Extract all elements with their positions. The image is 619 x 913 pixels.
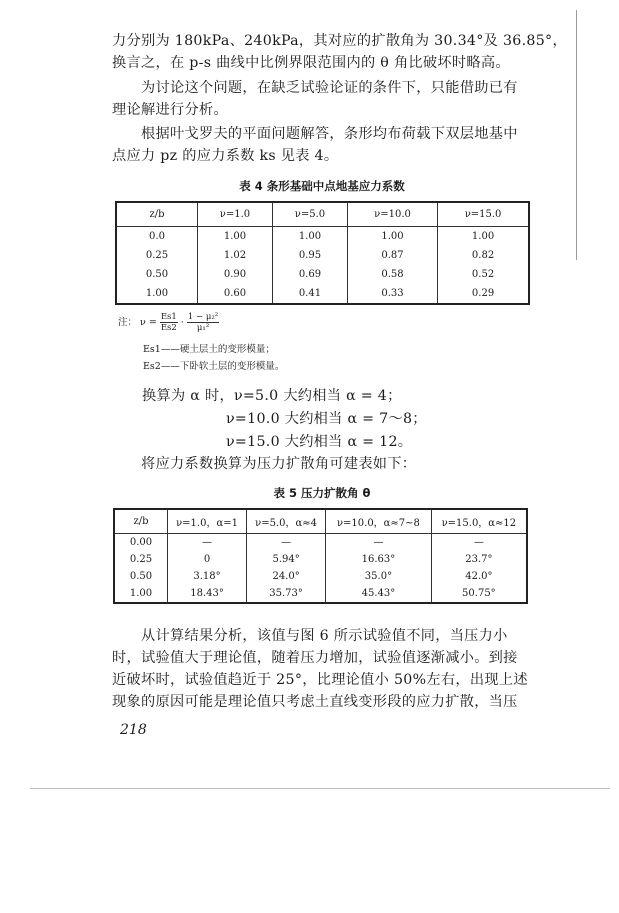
table-cell: 0.25 [116, 246, 198, 265]
text-line: 换言之，在 p-s 曲线中比例界限范围内的 θ 角比破坏时略高。 [112, 55, 510, 71]
table-cell: 1.00 [347, 227, 437, 247]
table-cell: 23.7° [431, 551, 527, 568]
table-cell: 3.18° [168, 568, 247, 585]
table-cell: 18.43° [168, 585, 247, 603]
fraction: $\frac{Es1}{Es2}$ [160, 312, 177, 333]
column-header: ν=10.0，α≈7~8 [326, 509, 432, 534]
table-cell: 0.95 [272, 246, 347, 265]
text-line: 近破坏时，试验值趋近于 25°，比理论值小 50%左右，出现上述 [112, 672, 528, 688]
text-line: 将应力系数换算为压力扩散角可建表如下： [141, 456, 417, 472]
text-line: 从计算结果分析，该值与图 6 所示试验值不同，当压力小 [141, 628, 508, 644]
paragraph-method [112, 123, 532, 167]
text-line: 点应力 pz 的应力系数 ks 见表 4。 [112, 148, 339, 164]
table-cell: 0.50 [114, 568, 168, 585]
text-line: 时，试验值大于理论值，随着压力增加，试验值逐渐减小。到接 [112, 650, 518, 666]
table-cell: 0.69 [272, 265, 347, 284]
table-cell: 1.00 [116, 284, 198, 304]
text-line: 理论解进行分析。 [112, 102, 228, 118]
table-cell: 1.02 [198, 246, 273, 265]
table-cell: 0.33 [347, 284, 437, 304]
table-row [116, 265, 529, 284]
table4-note-formula: 注： ν = $\frac{Es1}{Es2}$ · $\frac{\text{1 − μ₂²}}{\text{μ₁²}}$ [118, 312, 219, 333]
text-line: 为讨论这个问题，在缺乏试验论证的条件下，只能借助已有 [141, 80, 518, 96]
text-line: 根据叶戈罗夫的平面问题解答，条形均布荷载下双层地基中 [141, 126, 518, 142]
table-row [116, 284, 529, 304]
column-header: ν=5.0 [272, 202, 347, 227]
table-cell: 0.58 [347, 265, 437, 284]
column-header: ν=1.0 [198, 202, 273, 227]
table-row [116, 227, 529, 247]
scan-edge-line [576, 10, 577, 260]
table4 [115, 201, 530, 305]
table-row [114, 568, 527, 585]
note-label: 注： [118, 317, 138, 328]
paragraph-intro [112, 30, 567, 74]
table-cell: 0.52 [438, 265, 529, 284]
column-header: ν=15.0，α≈12 [431, 509, 527, 534]
table-cell: 0.60 [198, 284, 273, 304]
table-cell: 0 [168, 551, 247, 568]
column-header: z/b [114, 509, 168, 534]
column-header: z/b [116, 202, 198, 227]
table-cell: — [431, 534, 527, 552]
table-cell: — [247, 534, 326, 552]
paragraph-discussion [112, 77, 532, 121]
conversion-line: ν=10.0 大约相当 α = 7～8； [226, 411, 427, 427]
table-cell: 1.00 [114, 585, 168, 603]
table-cell: 0.00 [114, 534, 168, 552]
column-header: ν=5.0，α≈4 [247, 509, 326, 534]
table-row [114, 585, 527, 603]
table-cell: 0.29 [438, 284, 529, 304]
table-cell: 45.43° [326, 585, 432, 603]
table4-note-line: Es1——硬土层土的变形模量； [143, 344, 275, 355]
paragraph-convert-table [112, 453, 532, 475]
conversion-line: 换算为 α 时，ν=5.0 大约相当 α = 4； [142, 388, 402, 404]
table-cell: 1.00 [198, 227, 273, 247]
conversion-line: ν=15.0 大约相当 α = 12。 [226, 434, 413, 450]
table-cell: 1.00 [272, 227, 347, 247]
table-cell: 0.41 [272, 284, 347, 304]
column-header: ν=1.0，α=1 [168, 509, 247, 534]
table-cell: 16.63° [326, 551, 432, 568]
table5 [113, 508, 528, 604]
table-row [114, 534, 527, 552]
table4-note-line: Es2——下卧软土层的变形模量。 [143, 361, 285, 372]
page-number: 218 [120, 722, 147, 738]
column-header: ν=15.0 [438, 202, 529, 227]
table5-caption: 表 5 压力扩散角 θ [273, 486, 371, 500]
table-cell: 50.75° [431, 585, 527, 603]
table-cell: 35.73° [247, 585, 326, 603]
table4-caption: 表 4 条形基础中点地基应力系数 [239, 179, 405, 193]
table-cell: 0.50 [116, 265, 198, 284]
table-cell: 24.0° [247, 568, 326, 585]
column-header: ν=10.0 [347, 202, 437, 227]
table-cell: 35.0° [326, 568, 432, 585]
table-cell: 5.94° [247, 551, 326, 568]
table-cell: 0.82 [438, 246, 529, 265]
table-row [116, 246, 529, 265]
table-header-row [114, 509, 527, 534]
scan-bottom-line [30, 788, 610, 789]
paragraph-analysis [112, 625, 532, 713]
table-cell: 42.0° [431, 568, 527, 585]
note-formula-lhs: ν = [140, 317, 157, 328]
text-line: 力分别为 180kPa、240kPa，其对应的扩散角为 30.34°及 36.85°， [112, 33, 567, 49]
text-line: 现象的原因可能是理论值只考虑土直线变形段的应力扩散，当压 [112, 694, 518, 710]
table-cell: 0.87 [347, 246, 437, 265]
table-cell: 0.25 [114, 551, 168, 568]
table-cell: — [168, 534, 247, 552]
table-cell: 0.90 [198, 265, 273, 284]
table-row [114, 551, 527, 568]
table-cell: 1.00 [438, 227, 529, 247]
fraction: $\frac{\text{1 − μ₂²}}{\text{μ₁²}}$ [187, 312, 219, 333]
table-cell: 0.0 [116, 227, 198, 247]
table-header-row [116, 202, 529, 227]
table-cell: — [326, 534, 432, 552]
